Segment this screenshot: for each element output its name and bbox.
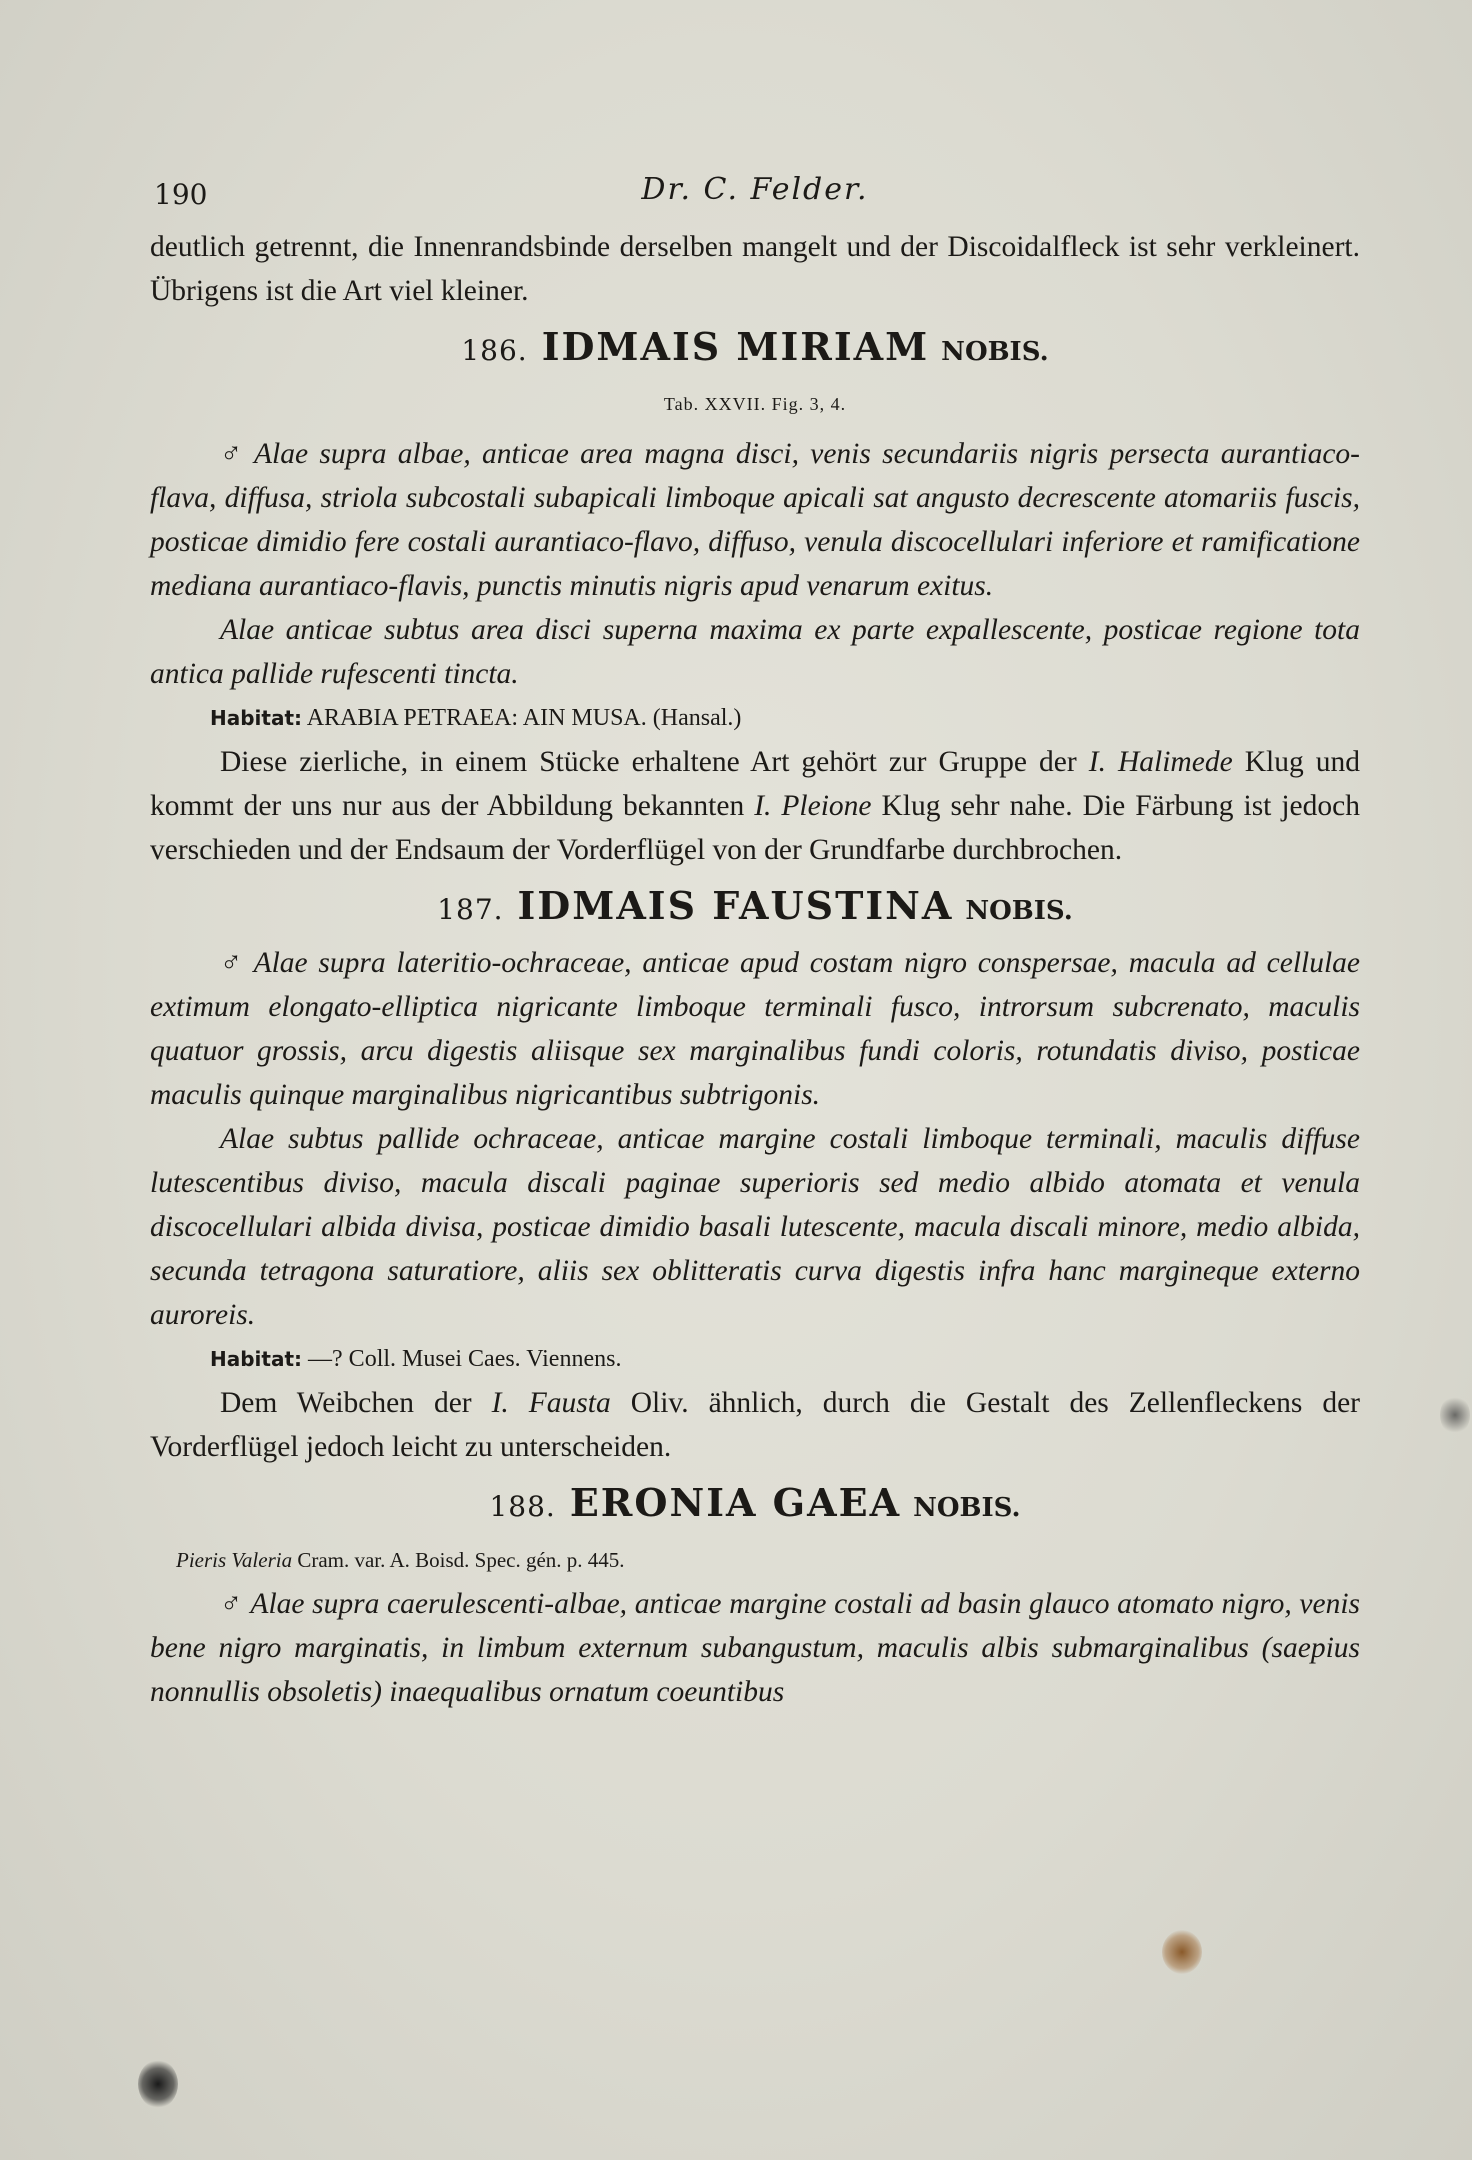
species-name: IDMAIS FAUSTINA xyxy=(517,883,954,928)
ink-stain xyxy=(138,2060,178,2108)
page-number: 190 xyxy=(154,178,208,211)
species-name: ERONIA GAEA xyxy=(569,1480,902,1525)
species-author: NOBIS. xyxy=(965,896,1073,926)
male-symbol-icon: ♂ xyxy=(220,1588,243,1620)
species-name: IDMAIS MIRIAM xyxy=(541,324,930,369)
species-heading: 186. IDMAIS MIRIAM NOBIS. xyxy=(461,324,1049,369)
habitat-line: Habitat: ARABIA PETRAEA: AIN MUSA. (Hansal.) xyxy=(210,705,742,731)
intro-paragraph: deutlich getrennt, die Innenrandsbinde derselben mangelt und der Discoidalfleck ist sehr verkleinert. Übrigens ist die Art viel kleiner. xyxy=(150,231,1360,307)
habitat-line: Habitat: —? Coll. Musei Caes. Viennens. xyxy=(210,1346,622,1372)
plate-reference: Tab. XXVII. Fig. 3, 4. xyxy=(663,394,847,414)
species-heading: 188. ERONIA GAEA NOBIS. xyxy=(489,1480,1021,1525)
synonym-line: Pieris Valeria Cram. var. A. Boisd. Spec. gén. p. 445. xyxy=(176,1548,625,1572)
diagnosis-paragraph: ♂ Alae supra albae, anticae area magna disci, venis secundariis nigris persecta aurantiaco-flava, diffusa, striola subcostali subapicali limboque apicali sat angusto decrescente atomariis fuscis, posticae dimidio fere costali aurantiaco-flavo, diffuso, venula discocellulari inferiore et ramificatione mediana aurantiaco-flavis, punctis minutis nigris apud venarum exitus. xyxy=(150,438,1360,602)
ink-stain xyxy=(1162,1930,1202,1974)
male-symbol-icon: ♂ xyxy=(220,947,246,979)
diagnosis-paragraph: ♂ Alae supra lateritio-ochraceae, anticae apud costam nigro conspersae, macula ad cellulae extimum elongato-elliptica nigricante limboque terminali fusco, introrsum subcrenato, maculis quatuor grossis, arcu digestis aliisque sex marginalibus fundi coloris, rotundatis diviso, posticae maculis quinque marginalibus nigricantibus subtrigonis. xyxy=(150,947,1361,1111)
remarks-paragraph: Dem Weibchen der I. Fausta Oliv. ähnlich, durch die Gestalt des Zellenfleckens der Vorderflügel jedoch leicht zu unterscheiden. xyxy=(150,1387,1361,1463)
running-head: Dr. C. Felder. xyxy=(641,172,869,207)
diagnosis-paragraph: ♂ Alae supra caerulescenti-albae, anticae margine costali ad basin glauco atomato nigro, venis bene nigro marginatis, in limbum externum subangustum, maculis albis submarginalibus (saepius nonnullis obsoletis) inaequalibus ornatum coeuntibus xyxy=(150,1588,1360,1708)
male-symbol-icon: ♂ xyxy=(220,438,247,470)
ink-stain xyxy=(1440,1395,1470,1435)
diagnosis-paragraph: Alae anticae subtus area disci superna maxima ex parte expallescente, posticae regione tota antica pallide rufescenti tincta. xyxy=(150,614,1360,690)
remarks-paragraph: Diese zierliche, in einem Stücke erhaltene Art gehört zur Gruppe der I. Halimede Klug und kommt der uns nur aus der Abbildung bekannten I. Pleione Klug sehr nahe. Die Färbung ist jedoch verschieden und der Endsaum der Vorderflügel von der Grundfarbe durchbrochen. xyxy=(150,746,1360,866)
species-heading: 187. IDMAIS FAUSTINA NOBIS. xyxy=(437,883,1073,928)
page-body xyxy=(150,225,1360,1714)
species-author: NOBIS. xyxy=(941,337,1049,367)
page-header xyxy=(150,172,1360,212)
species-author: NOBIS. xyxy=(913,1493,1021,1523)
diagnosis-paragraph: Alae subtus pallide ochraceae, anticae margine costali limboque terminali, maculis diffuse lutescentibus diviso, macula discali paginae superioris sed medio albido atomata et venula discocellulari albida divisa, posticae dimidio basali lutescente, macula discali minore, medio albida, secunda tetragona saturatiore, aliis sex oblitteratis curva digestis infra hanc margineque externo auroreis. xyxy=(150,1123,1360,1331)
